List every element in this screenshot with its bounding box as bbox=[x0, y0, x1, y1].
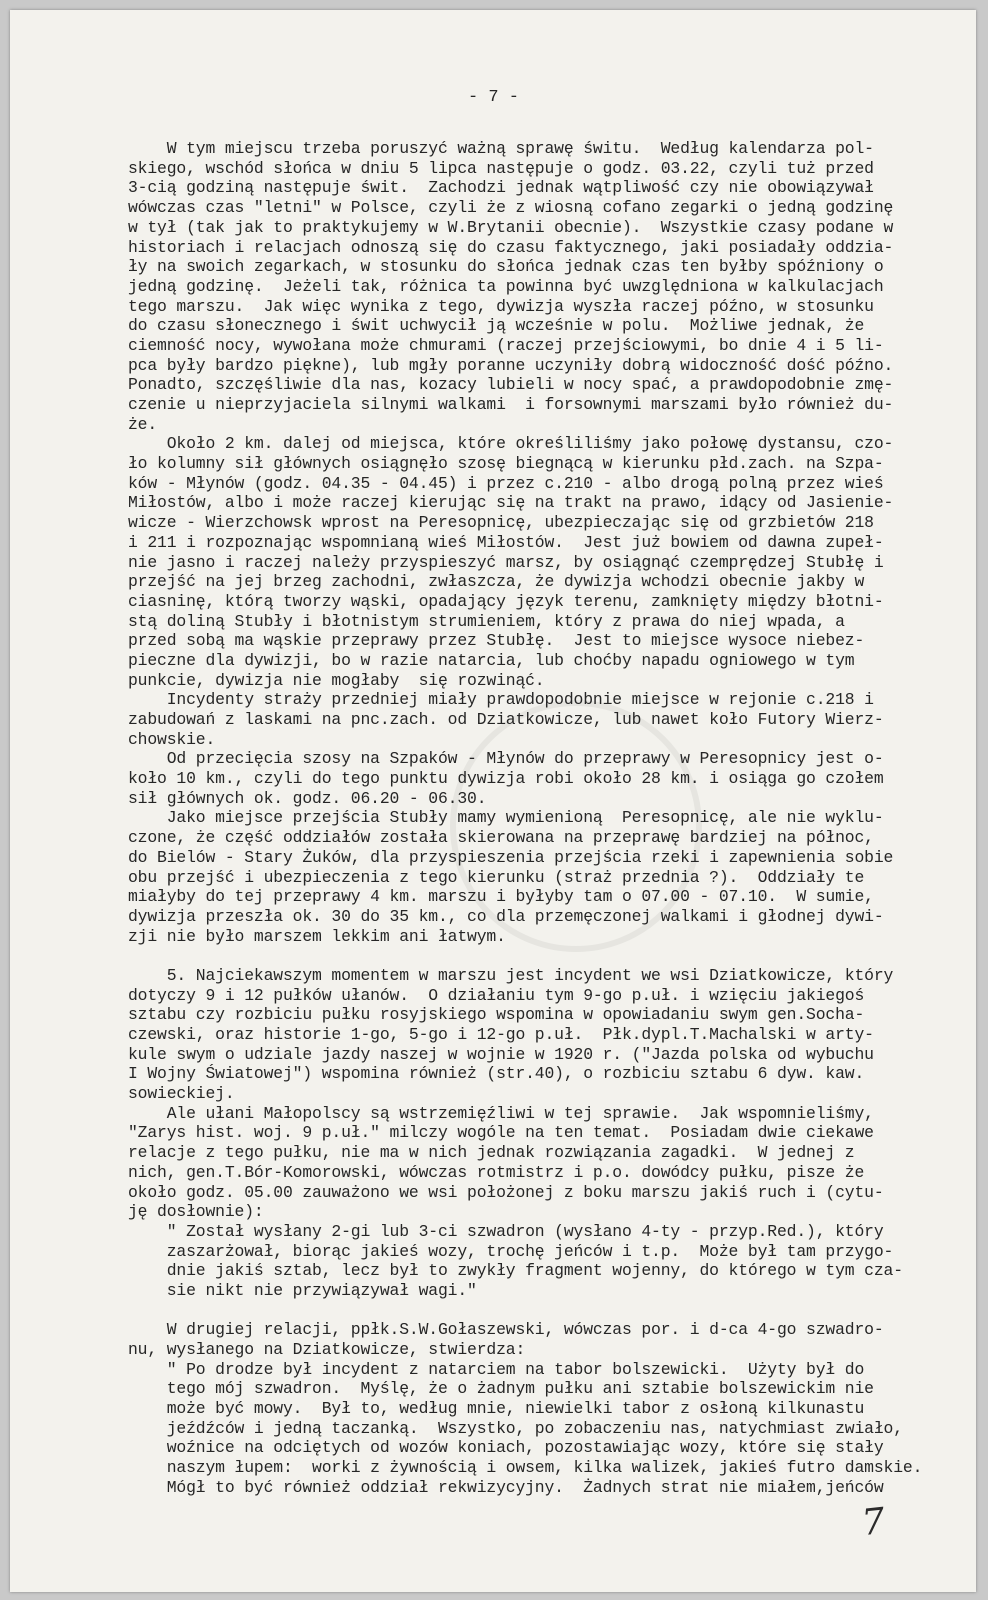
text-line bbox=[128, 119, 928, 139]
text-line: stą doliną Stubły i błotnistym strumieniem, który z prawa do niej wpada, a bbox=[128, 611, 845, 631]
text-line: i 211 i rozpoznając wspomnianą wieś Miłostów. Jest już bowiem od dawna zupeł- bbox=[128, 532, 884, 552]
text-line bbox=[128, 1301, 928, 1321]
text-line: sowieckiej. bbox=[128, 1084, 235, 1104]
text-line: obu przejść i ubezpieczenia z tego kierunku (straż przednia ?). Oddziały te bbox=[128, 867, 865, 887]
text-line: skiego, wschód słońca w dniu 5 lipca następuje o godz. 03.22, czyli tuż przed bbox=[128, 158, 874, 178]
page-number: - 7 - bbox=[468, 88, 520, 107]
text-line: dnie jakiś sztab, lecz był to zwykły fragment wojenny, do którego w tym cza- bbox=[128, 1261, 903, 1281]
text-line: sił głównych ok. godz. 06.20 - 06.30. bbox=[128, 788, 487, 808]
text-line: relacje z tego pułku, nie ma w nich jednak rozwiązania zagadki. W jednej z bbox=[128, 1143, 855, 1163]
text-line: wówczas czas "letni" w Polsce, czyli że z wiosną cofano zegarki o jedną godzinę bbox=[128, 198, 894, 218]
text-line: nich, gen.T.Bór-Komorowski, wówczas rotmistrz i p.o. dowódcy pułku, pisze że bbox=[128, 1162, 865, 1182]
text-line: ciemność nocy, wywołana może chmurami (raczej przejściowymi, bo dnie 4 i 5 li- bbox=[128, 335, 884, 355]
text-line: tego marszu. Jak więc wynika z tego, dywizja wyszła raczej późno, w stosunku bbox=[128, 296, 874, 316]
document-page bbox=[10, 10, 976, 1592]
text-line: Mógł to być również oddział rekwizycyjny. Żadnych strat nie miałem,jeńców bbox=[128, 1477, 884, 1497]
text-line bbox=[128, 80, 928, 100]
text-line: ły na swoich zegarkach, w stosunku do słońca jednak czas ten byłby spóźniony o bbox=[128, 257, 884, 277]
text-line: sztabu czy rozbiciu pułku rosyjskiego wspomina w opowiadaniu swym gen.Socha- bbox=[128, 1005, 865, 1025]
text-line: zji nie było marszem lekkim ani łatwym. bbox=[128, 926, 506, 946]
text-line: Jako miejsce przejścia Stubły mamy wymienioną Peresopnicę, ale nie wyklu- bbox=[128, 808, 884, 828]
text-line: 5. Najciekawszym momentem w marszu jest incydent we wsi Dziatkowicze, który bbox=[128, 965, 894, 985]
text-line: pieczne dla dywizji, bo w razie natarcia, lub choćby napadu ogniowego w tym bbox=[128, 650, 855, 670]
text-line: W tym miejscu trzeba poruszyć ważną sprawę świtu. Według kalendarza pol- bbox=[128, 139, 874, 159]
text-line bbox=[128, 100, 928, 120]
text-line: 3-cią godziną następuje świt. Zachodzi jednak wątpliwość czy nie obowiązywał bbox=[128, 178, 874, 198]
text-line: może być mowy. Był to, według mnie, niewielki tabor z osłoną kilkunastu bbox=[128, 1399, 865, 1419]
handwritten-page-number: 7 bbox=[859, 1500, 887, 1545]
text-line: punkcie, dywizja nie mogłaby się rozwinąć. bbox=[128, 670, 545, 690]
text-line: ję dosłownie): bbox=[128, 1202, 264, 1222]
text-line: " Po drodze był incydent z natarciem na tabor bolszewicki. Użyty był do bbox=[128, 1359, 865, 1379]
text-line: Ale ułani Małopolscy są wstrzemięźliwi w tej sprawie. Jak wspomnieliśmy, bbox=[128, 1103, 874, 1123]
text-line: tego mój szwadron. Myślę, że o żadnym pułku ani sztabie bolszewickim nie bbox=[128, 1379, 874, 1399]
text-line: " Został wysłany 2-gi lub 3-ci szwadron (wysłano 4-ty - przyp.Red.), który bbox=[128, 1221, 884, 1241]
text-line: czewski, oraz historie 1-go, 5-go i 12-go p.uł. Płk.dypl.T.Machalski w arty- bbox=[128, 1025, 874, 1044]
text-line: chowskie. bbox=[128, 729, 216, 749]
text-line: przejść na jej brzeg zachodni, zwłaszcza, że dywizja wchodzi obecnie jakby w bbox=[128, 572, 865, 592]
text-line: jeźdźców i jedną taczanką. Wszystko, po zobaczeniu nas, natychmiast zwiało, bbox=[128, 1418, 903, 1438]
text-line: I Wojny Światowej") wspomina również (str.40), o rozbiciu sztabu 6 dyw. kaw. bbox=[128, 1064, 865, 1084]
text-line: koło 10 km., czyli do tego punktu dywizja robi około 28 km. i osiąga go czołem bbox=[128, 769, 884, 789]
text-line: ło kolumny sił głównych osiągnęło szosę biegnącą w kierunku płd.zach. na Szpa- bbox=[128, 454, 884, 474]
text-line: woźnice na odciętych od wozów koniach, pozostawiając wozy, które się stały bbox=[128, 1438, 884, 1458]
text-line: historiach i relacjach odnoszą się do czasu faktycznego, jaki posiadały oddzia- bbox=[128, 237, 894, 257]
text-line: ków - Młynów (godz. 04.35 - 04.45) i przez c.210 - albo drogą polną przez wieś bbox=[128, 473, 884, 493]
text-line: "Zarys hist. woj. 9 p.uł." milczy wogóle na ten temat. Posiadam dwie ciekawe bbox=[128, 1123, 874, 1143]
text-line: W drugiej relacji, ppłk.S.W.Gołaszewski, wówczas por. i d-ca 4-go szwadro- bbox=[128, 1320, 884, 1340]
text-line: zaszarżował, biorąc jakieś wozy, trochę jeńców i t.p. Może był tam przygo- bbox=[128, 1241, 894, 1261]
text-line: do czasu słonecznego i świt uchwycił ją wcześnie w polu. Możliwe jednak, że bbox=[128, 316, 865, 336]
text-line: że. bbox=[128, 414, 158, 434]
text-line: nie jasno i raczej należy przyspieszyć marsz, by osiągnąć czemprędzej Stubłę i bbox=[128, 552, 884, 572]
text-line: pca były bardzo piękne), lub mgły poranne uczyniły dobrą widoczność dość późno. bbox=[128, 355, 894, 375]
text-line: dotyczy 9 i 12 pułków ułanów. O działaniu tym 9-go p.uł. i wzięciu jakiegoś bbox=[128, 985, 865, 1005]
text-line: czenie u nieprzyjaciela silnymi walkami i forsownymi marszami było również du- bbox=[128, 395, 894, 414]
text-line: około godz. 05.00 zauważono we wsi położonej z boku marszu jakiś ruch i (cytu- bbox=[128, 1182, 884, 1202]
document-body bbox=[128, 80, 928, 1498]
text-line: jedną godzinę. Jeżeli tak, różnica ta powinna być uwzględniona w kalkulacjach bbox=[128, 276, 884, 296]
text-line: czone, że część oddziałów została skierowana na przeprawę bardziej na północ, bbox=[128, 828, 874, 848]
text-line: Od przecięcia szosy na Szpaków - Młynów do przeprawy w Peresopnicy jest o- bbox=[128, 749, 884, 769]
text-line: w tył (tak jak to praktykujemy w W.Brytanii obecnie). Wszystkie czasy podane w bbox=[128, 217, 894, 237]
text-line: sie nikt nie przywiązywał wagi." bbox=[128, 1280, 477, 1300]
text-line: dywizja przeszła ok. 30 do 35 km., co dla przemęczonej walkami i głodnej dywi- bbox=[128, 906, 884, 926]
text-line: Około 2 km. dalej od miejsca, które określiliśmy jako połowę dystansu, czo- bbox=[128, 434, 894, 454]
text-line: przed sobą ma wąskie przeprawy przez Stubłę. Jest to miejsce wysoce niebez- bbox=[128, 631, 865, 651]
text-line: miałyby do tej przeprawy 4 km. marszu i byłyby tam o 07.00 - 07.10. W sumie, bbox=[128, 887, 874, 907]
text-line: zabudowań z laskami na pnc.zach. od Dziatkowicze, lub nawet koło Futory Wierz- bbox=[128, 710, 884, 729]
text-line: nu, wysłanego na Dziatkowicze, stwierdza: bbox=[128, 1340, 526, 1359]
text-line: ciasninę, którą tworzy wąski, opadający język terenu, zamknięty między błotni- bbox=[128, 591, 884, 611]
text-line: Ponadto, szczęśliwie dla nas, kozacy lubieli w nocy spać, a prawdopodobnie zmę- bbox=[128, 375, 894, 395]
text-line bbox=[128, 946, 928, 966]
text-line: kule swym o udziale jazdy naszej w wojnie w 1920 r. ("Jazda polska od wybuchu bbox=[128, 1044, 874, 1064]
text-line: Miłostów, albo i może raczej kierując się na trakt na prawo, idący od Jasienie- bbox=[128, 493, 894, 513]
text-line: Incydenty straży przedniej miały prawdopodobnie miejsce w rejonie c.218 i bbox=[128, 690, 874, 710]
text-line: naszym łupem: worki z żywnością i owsem, kilka walizek, jakieś futro damskie. bbox=[128, 1458, 923, 1478]
text-line: wicze - Wierzchowsk wprost na Peresopnicę, ubezpieczając się od grzbietów 218 bbox=[128, 513, 874, 533]
text-line: do Bielów - Stary Żuków, dla przyspieszenia przejścia rzeki i zapewnienia sobie bbox=[128, 847, 894, 867]
